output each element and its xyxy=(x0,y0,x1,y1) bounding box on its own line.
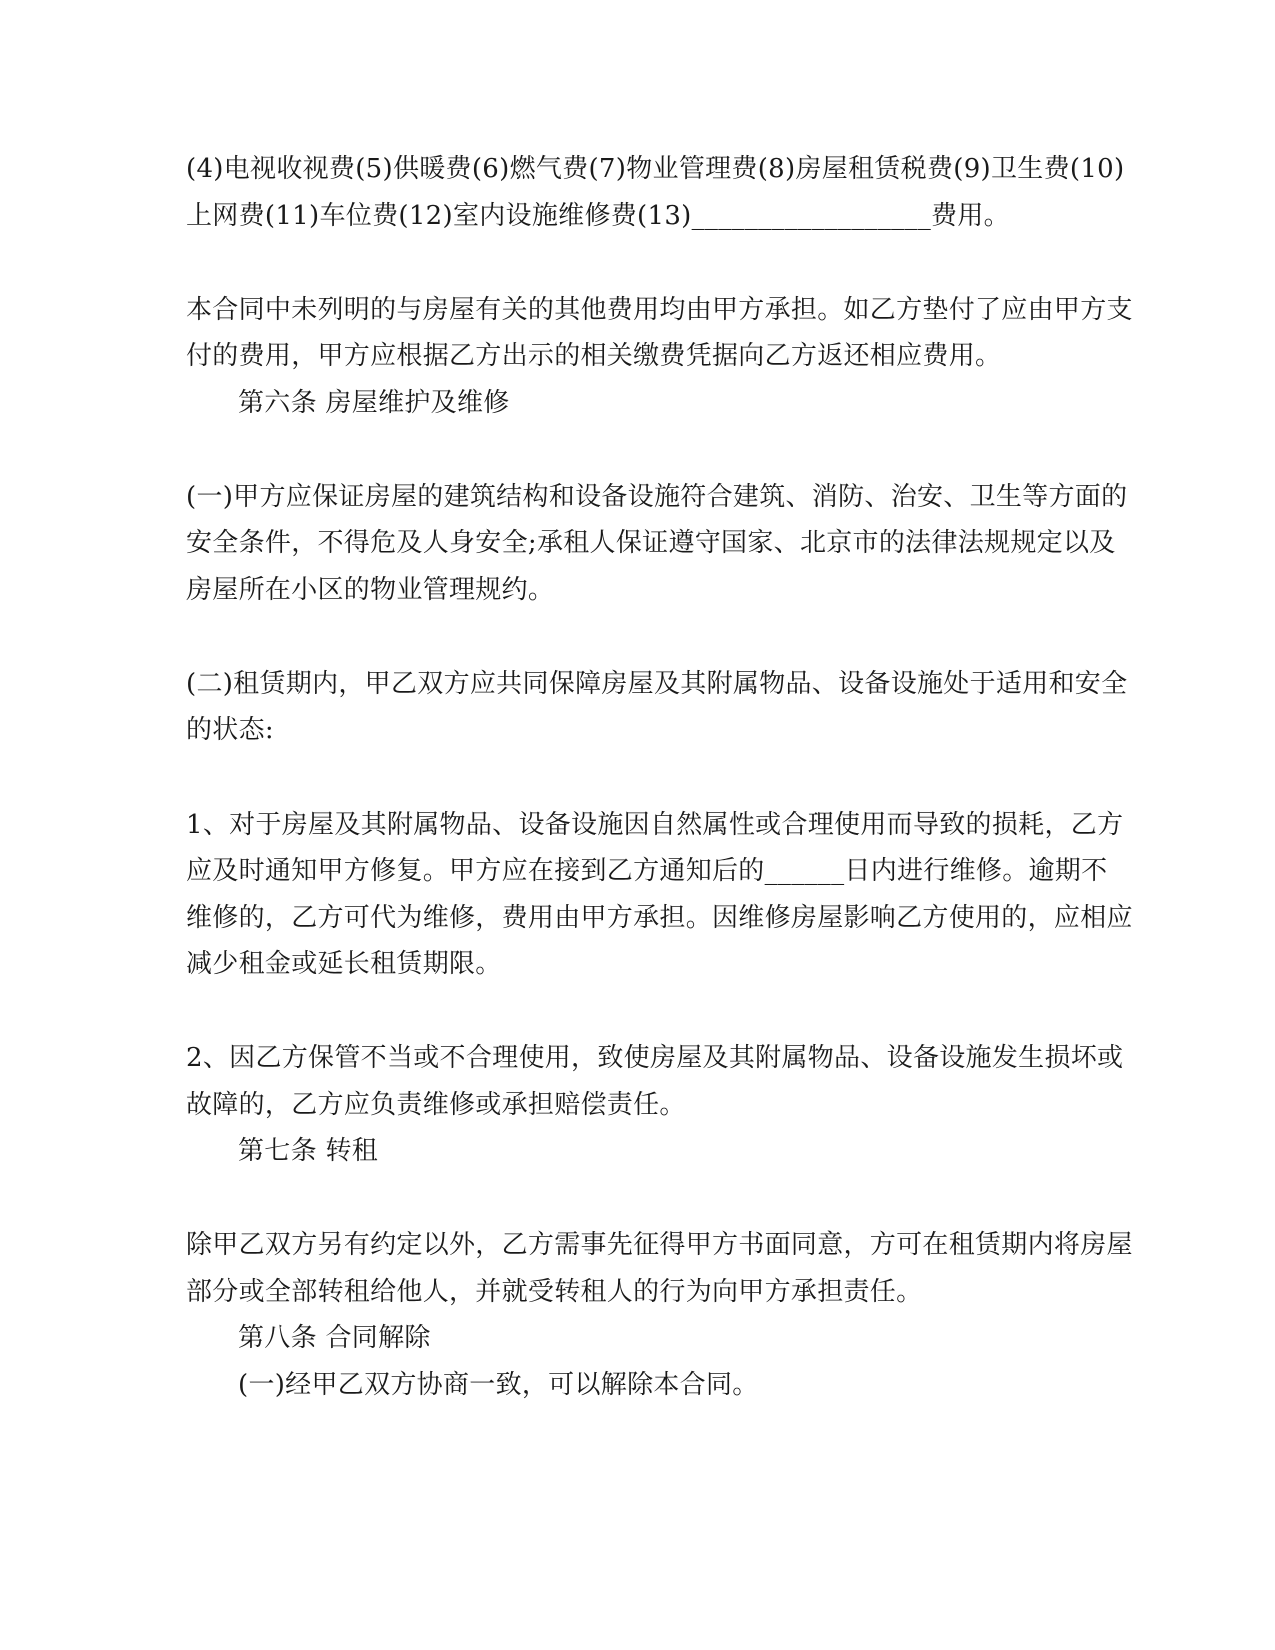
section-heading-article-7: 第七条 转租 xyxy=(238,1136,379,1166)
text-line-article-6-2-b: 的状态: xyxy=(186,715,274,745)
text-line-other-fees-2: 付的费用，甲方应根据乙方出示的相关缴费凭据向乙方返还相应费用。 xyxy=(186,341,1002,371)
text-line-article-6-2-a: (二)租赁期内，甲乙双方应共同保障房屋及其附属物品、设备设施处于适用和安全 xyxy=(186,669,1128,699)
section-heading-article-6: 第六条 房屋维护及维修 xyxy=(238,388,510,418)
text-line-item-1-b: 应及时通知甲方修复。甲方应在接到乙方通知后的______日内进行维修。逾期不 xyxy=(186,856,1108,886)
text-line-article-7-b: 部分或全部转租给他人，并就受转租人的行为向甲方承担责任。 xyxy=(186,1277,923,1307)
text-line-item-1-d: 减少租金或延长租赁期限。 xyxy=(186,949,502,979)
text-line-fees-1: (4)电视收视费(5)供暖费(6)燃气费(7)物业管理费(8)房屋租赁税费(9)卫生费(10) xyxy=(186,154,1125,184)
text-line-item-2-b: 故障的，乙方应负责维修或承担赔偿责任。 xyxy=(186,1090,686,1120)
text-line-other-fees-1: 本合同中未列明的与房屋有关的其他费用均由甲方承担。如乙方垫付了应由甲方支 xyxy=(186,295,1133,325)
text-line-article-6-1-b: 安全条件，不得危及人身安全;承租人保证遵守国家、北京市的法律法规规定以及 xyxy=(186,528,1116,558)
text-line-article-6-1-c: 房屋所在小区的物业管理规约。 xyxy=(186,575,555,605)
text-line-item-1-a: 1、对于房屋及其附属物品、设备设施因自然属性或合理使用而导致的损耗，乙方 xyxy=(186,810,1124,840)
text-line-article-7-a: 除甲乙双方另有约定以外，乙方需事先征得甲方书面同意，方可在租赁期内将房屋 xyxy=(186,1230,1133,1260)
text-line-article-6-1-a: (一)甲方应保证房屋的建筑结构和设备设施符合建筑、消防、治安、卫生等方面的 xyxy=(186,482,1128,512)
text-line-fees-2: 上网费(11)车位费(12)室内设施维修费(13)__________________费用。 xyxy=(186,201,1010,231)
text-line-item-2-a: 2、因乙方保管不当或不合理使用，致使房屋及其附属物品、设备设施发生损坏或 xyxy=(186,1043,1124,1073)
text-line-item-1-c: 维修的，乙方可代为维修，费用由甲方承担。因维修房屋影响乙方使用的，应相应 xyxy=(186,903,1133,933)
section-heading-article-8: 第八条 合同解除 xyxy=(238,1323,431,1353)
text-line-article-8-1: (一)经甲乙双方协商一致，可以解除本合同。 xyxy=(238,1370,759,1400)
